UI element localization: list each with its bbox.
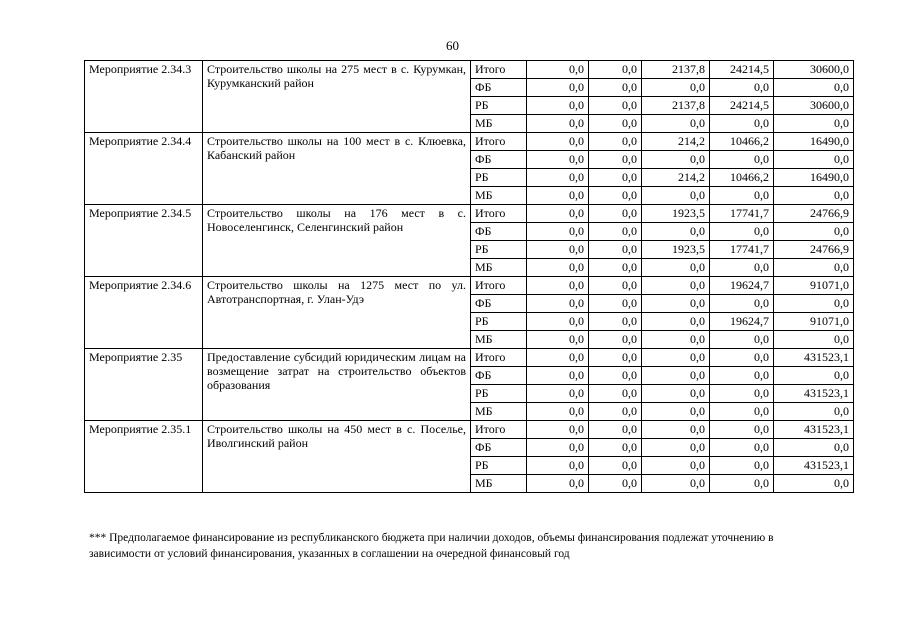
source-cell: РБ [471,169,527,187]
value-cell: 0,0 [774,439,854,457]
value-cell: 30600,0 [774,97,854,115]
footnote: *** Предполагаемое финансирование из республиканского бюджета при наличии доходов, объемы финансирования подлежат уточнению в зависимости от условий финансирования, указанных в соглашении на очередной финансовый год [89,532,774,560]
value-cell: 0,0 [589,385,642,403]
value-cell: 0,0 [642,79,710,97]
value-cell: 0,0 [589,475,642,493]
value-cell: 24214,5 [710,61,774,79]
value-cell: 0,0 [710,331,774,349]
value-cell: 0,0 [642,421,710,439]
value-cell: 0,0 [527,457,589,475]
value-cell: 0,0 [527,475,589,493]
description-cell: Строительство школы на 1275 мест по ул. Автотранспортная, г. Улан-Удэ [203,277,471,349]
value-cell: 0,0 [589,151,642,169]
value-cell: 0,0 [774,403,854,421]
source-cell: Итого [471,133,527,151]
source-cell: РБ [471,313,527,331]
value-cell: 0,0 [710,349,774,367]
value-cell: 214,2 [642,169,710,187]
event-cell: Мероприятие 2.35 [85,349,203,421]
value-cell: 214,2 [642,133,710,151]
source-cell: Итого [471,277,527,295]
value-cell: 17741,7 [710,205,774,223]
value-cell: 0,0 [710,151,774,169]
value-cell: 0,0 [642,187,710,205]
value-cell: 0,0 [589,313,642,331]
source-cell: ФБ [471,439,527,457]
value-cell: 0,0 [589,61,642,79]
value-cell: 0,0 [642,331,710,349]
description-cell: Строительство школы на 100 мест в с. Клюевка, Кабанский район [203,133,471,205]
value-cell: 0,0 [589,421,642,439]
table-row [85,133,854,151]
event-cell: Мероприятие 2.34.5 [85,205,203,277]
value-cell: 2137,8 [642,61,710,79]
value-cell: 0,0 [642,295,710,313]
value-cell: 0,0 [527,367,589,385]
event-cell: Мероприятие 2.34.4 [85,133,203,205]
value-cell: 0,0 [589,259,642,277]
value-cell: 0,0 [710,403,774,421]
value-cell: 0,0 [710,367,774,385]
value-cell: 0,0 [589,223,642,241]
value-cell: 431523,1 [774,457,854,475]
value-cell: 19624,7 [710,277,774,295]
value-cell: 0,0 [527,133,589,151]
value-cell: 2137,8 [642,97,710,115]
value-cell: 0,0 [589,169,642,187]
event-cell: Мероприятие 2.34.3 [85,61,203,133]
table-row [85,61,854,79]
value-cell: 0,0 [589,205,642,223]
value-cell: 0,0 [527,403,589,421]
value-cell: 10466,2 [710,133,774,151]
value-cell: 10466,2 [710,169,774,187]
value-cell: 0,0 [589,241,642,259]
financing-table [84,60,854,493]
value-cell: 0,0 [589,295,642,313]
value-cell: 0,0 [710,259,774,277]
description-cell: Предоставление субсидий юридическим лицам на возмещение затрат на строительство объектов образования [203,349,471,421]
value-cell: 0,0 [527,241,589,259]
value-cell: 0,0 [527,61,589,79]
event-cell: Мероприятие 2.35.1 [85,421,203,493]
value-cell: 0,0 [642,151,710,169]
value-cell: 0,0 [642,115,710,133]
table-body [85,61,854,493]
value-cell: 0,0 [589,367,642,385]
value-cell: 0,0 [589,115,642,133]
description-cell: Строительство школы на 176 мест в с. Новоселенгинск, Селенгинский район [203,205,471,277]
source-cell: РБ [471,241,527,259]
value-cell: 0,0 [589,457,642,475]
source-cell: РБ [471,97,527,115]
source-cell: МБ [471,403,527,421]
value-cell: 0,0 [527,331,589,349]
value-cell: 24214,5 [710,97,774,115]
source-cell: МБ [471,259,527,277]
value-cell: 16490,0 [774,133,854,151]
source-cell: МБ [471,331,527,349]
value-cell: 0,0 [527,421,589,439]
description-cell: Строительство школы на 275 мест в с. Курумкан, Курумканский район [203,61,471,133]
value-cell: 91071,0 [774,277,854,295]
value-cell: 0,0 [527,79,589,97]
value-cell: 0,0 [642,385,710,403]
value-cell: 0,0 [642,259,710,277]
source-cell: Итого [471,349,527,367]
source-cell: РБ [471,385,527,403]
value-cell: 0,0 [527,97,589,115]
value-cell: 0,0 [710,475,774,493]
value-cell: 19624,7 [710,313,774,331]
value-cell: 0,0 [527,259,589,277]
source-cell: МБ [471,187,527,205]
value-cell: 16490,0 [774,169,854,187]
source-cell: Итого [471,61,527,79]
value-cell: 0,0 [710,421,774,439]
value-cell: 1923,5 [642,205,710,223]
value-cell: 0,0 [527,187,589,205]
value-cell: 0,0 [642,277,710,295]
source-cell: РБ [471,457,527,475]
value-cell: 0,0 [774,115,854,133]
table-row [85,421,854,439]
value-cell: 0,0 [774,475,854,493]
source-cell: МБ [471,115,527,133]
value-cell: 0,0 [642,313,710,331]
source-cell: ФБ [471,151,527,169]
source-cell: Итого [471,205,527,223]
value-cell: 0,0 [589,331,642,349]
value-cell: 30600,0 [774,61,854,79]
value-cell: 0,0 [527,115,589,133]
value-cell: 0,0 [527,205,589,223]
value-cell: 0,0 [642,349,710,367]
value-cell: 0,0 [710,295,774,313]
value-cell: 0,0 [774,151,854,169]
value-cell: 0,0 [642,223,710,241]
source-cell: МБ [471,475,527,493]
value-cell: 0,0 [527,223,589,241]
value-cell: 0,0 [774,331,854,349]
value-cell: 0,0 [710,187,774,205]
value-cell: 0,0 [710,439,774,457]
value-cell: 0,0 [527,277,589,295]
value-cell: 0,0 [589,439,642,457]
value-cell: 431523,1 [774,421,854,439]
source-cell: ФБ [471,79,527,97]
value-cell: 24766,9 [774,205,854,223]
table-row [85,277,854,295]
value-cell: 0,0 [774,367,854,385]
event-cell: Мероприятие 2.34.6 [85,277,203,349]
value-cell: 0,0 [774,295,854,313]
value-cell: 0,0 [589,79,642,97]
source-cell: ФБ [471,223,527,241]
value-cell: 0,0 [527,349,589,367]
value-cell: 0,0 [710,115,774,133]
value-cell: 0,0 [642,403,710,421]
source-cell: Итого [471,421,527,439]
value-cell: 0,0 [527,439,589,457]
page-number: 60 [446,38,459,53]
value-cell: 0,0 [589,277,642,295]
description-cell: Строительство школы на 450 мест в с. Поселье, Иволгинский район [203,421,471,493]
value-cell: 0,0 [710,385,774,403]
table-row [85,349,854,367]
value-cell: 0,0 [527,313,589,331]
value-cell: 431523,1 [774,349,854,367]
value-cell: 431523,1 [774,385,854,403]
value-cell: 0,0 [527,151,589,169]
value-cell: 0,0 [642,457,710,475]
value-cell: 1923,5 [642,241,710,259]
value-cell: 24766,9 [774,241,854,259]
value-cell: 0,0 [710,223,774,241]
value-cell: 0,0 [642,475,710,493]
value-cell: 0,0 [774,259,854,277]
value-cell: 0,0 [710,457,774,475]
value-cell: 0,0 [589,133,642,151]
value-cell: 0,0 [774,223,854,241]
value-cell: 17741,7 [710,241,774,259]
value-cell: 0,0 [774,79,854,97]
value-cell: 0,0 [642,367,710,385]
value-cell: 0,0 [710,79,774,97]
value-cell: 91071,0 [774,313,854,331]
value-cell: 0,0 [589,403,642,421]
value-cell: 0,0 [527,169,589,187]
value-cell: 0,0 [527,385,589,403]
value-cell: 0,0 [642,439,710,457]
table-row [85,205,854,223]
value-cell: 0,0 [527,295,589,313]
value-cell: 0,0 [589,97,642,115]
value-cell: 0,0 [589,187,642,205]
value-cell: 0,0 [589,349,642,367]
source-cell: ФБ [471,295,527,313]
value-cell: 0,0 [774,187,854,205]
source-cell: ФБ [471,367,527,385]
